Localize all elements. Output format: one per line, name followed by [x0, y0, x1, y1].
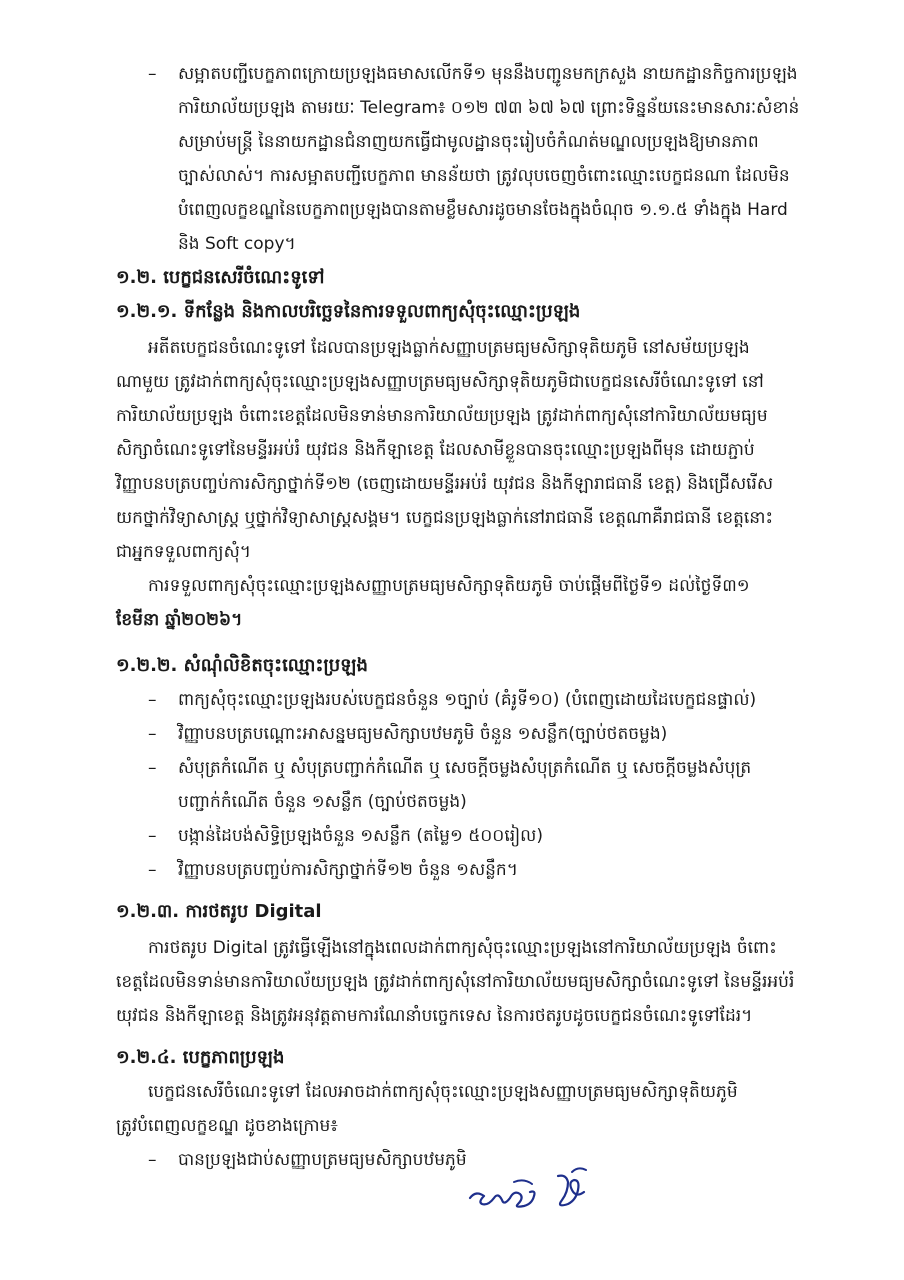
section-heading-1-2-3: ១.២.៣. ការថតរូប Digital [116, 901, 322, 922]
intro-line-1: សម្អាតបញ្ជីបេក្ខភាពក្រោយប្រឡងធមាសលើកទី១ មុននឹងបញ្ជូនមកក្រសួង នាយកដ្ឋានកិច្ចការប្រឡង [178, 64, 798, 84]
para-1-2-1-line-4: សិក្សាចំណេះទូទៅនៃមន្ទីរអប់រំ យុវជន និងកីឡាខេត្ត ដែលសាមីខ្លួនបានចុះឈ្មោះប្រឡងពីមុន ដោយភ្ជាប់ [116, 440, 755, 460]
bullet-dash: – [148, 1150, 157, 1170]
para-1-2-1-line-1: អតីតបេក្ខជនចំណេះទូទៅ ដែលបានប្រឡងធ្លាក់សញ្ញាបត្រមធ្យមសិក្សាទុតិយភូមិ នៅសម័យប្រឡង [148, 338, 750, 358]
para-1-2-3-line-3: យុវជន និងកីឡាខេត្ត និងត្រូវអនុវត្តតាមការណែនាំបច្ចេកទេស នៃការថតរូបដូចបេក្ខជនចំណេះទូទៅដែរ។ [116, 1006, 753, 1026]
para-1-2-3-line-2: ខេត្តដែលមិនទាន់មានការិយាល័យប្រឡង ត្រូវដាក់ពាក្យសុំនៅការិយាល័យមធ្យមសិក្សាចំណេះទូទៅ នៃមន្ទីរអប់រំ [116, 972, 795, 992]
para-1-2-3-line-1: ការថតរូប Digital ត្រូវធ្វើឡើងនៅក្នុងពេលដាក់ពាក្យសុំចុះឈ្មោះប្រឡងនៅការិយាល័យប្រឡង ចំពោះ [148, 938, 777, 958]
list-item: វិញ្ញាបនបត្របណ្តោះអាសន្នមធ្យមសិក្សាបឋមភូមិ ចំនួន ១សន្លឹក(ច្បាប់ថតចម្លង) [178, 724, 668, 744]
handwritten-signature [462, 1162, 612, 1222]
para-1-2-1-line-7: ជាអ្នកទទួលពាក្យសុំ។ [116, 542, 251, 562]
list-item: ពាក្យសុំចុះឈ្មោះប្រឡងរបស់បេក្ខជនចំនួន ១ច្បាប់ (គំរូទី១០) (បំពេញដោយដៃបេក្ខជនផ្ទាល់) [178, 690, 757, 710]
intro-line-4: ច្បាស់លាស់។ ការសម្អាតបញ្ជីបេក្ខភាព មានន័យថា ត្រូវលុបចេញចំពោះឈ្មោះបេក្ខជនណា ដែលមិន [178, 166, 790, 186]
bullet-dash: – [148, 690, 157, 710]
para-1-2-4-line-2: ត្រូវបំពេញលក្ខខណ្ឌ ដូចខាងក្រោម៖ [116, 1116, 338, 1136]
para-1-2-4-line-1: បេក្ខជនសេរីចំណេះទូទៅ ដែលអាចដាក់ពាក្យសុំចុះឈ្មោះប្រឡងសញ្ញាបត្រមធ្យមសិក្សាទុតិយភូមិ [148, 1082, 738, 1102]
para-1-2-1-line-6: យកថ្នាក់វិទ្យាសាស្ត្រ ឬថ្នាក់វិទ្យាសាស្ត្រសង្គម។ បេក្ខជនប្រឡងធ្លាក់នៅរាជធានី ខេត្តណាគឺរាជធានី ខេត្តនោះ [116, 508, 773, 528]
para-1-2-1-dates-line-2: ខែមីនា ឆ្នាំ២០២៦។ [116, 610, 243, 630]
list-item: បានប្រឡងជាប់សញ្ញាបត្រមធ្យមសិក្សាបឋមភូមិ [178, 1150, 467, 1170]
list-item: វិញ្ញាបនបត្របញ្ចប់ការសិក្សាថ្នាក់ទី១២ ចំនួន ១សន្លឹក។ [178, 860, 518, 880]
section-heading-1-2-2: ១.២.២. សំណុំលិខិតចុះឈ្មោះប្រឡង [116, 655, 368, 676]
bullet-dash: – [148, 860, 157, 880]
section-heading-1-2-1: ១.២.១. ទីកន្លែង និងកាលបរិច្ឆេទនៃការទទួលពាក្យសុំចុះឈ្មោះប្រឡង [116, 301, 581, 322]
bullet-dash: – [148, 826, 157, 846]
bullet-dash: – [148, 758, 157, 778]
section-heading-1-2-4: ១.២.៤. បេក្ខភាពប្រឡង [116, 1047, 285, 1068]
intro-line-2: ការិយាល័យប្រឡង តាមរយៈ Telegram៖ ០១២ ៧៣ ៦៧ ៦៧ ព្រោះទិន្នន័យនេះមានសារៈសំខាន់ [178, 98, 800, 118]
bullet-dash: – [148, 64, 157, 84]
para-1-2-1-line-5: វិញ្ញាបនបត្របញ្ចប់ការសិក្សាថ្នាក់ទី១២ (ចេញដោយមន្ទីរអប់រំ យុវជន និងកីឡារាជធានី ខេត្ត) និងជ្រើសរើស [116, 474, 774, 494]
intro-line-5: បំពេញលក្ខខណ្ឌនៃបេក្ខភាពប្រឡងបានតាមខ្លឹមសារដូចមានចែងក្នុងចំណុច ១.១.៥ ទាំងក្នុង Hard [178, 200, 788, 220]
bullet-dash: – [148, 724, 157, 744]
intro-line-3: សម្រាប់មន្ត្រី នៃនាយកដ្ឋានជំនាញយកធ្វើជាមូលដ្ឋានចុះរៀបចំកំណត់មណ្ឌលប្រឡងឱ្យមានភាព [178, 132, 759, 152]
list-item: សំបុត្រកំណើត ឬ សំបុត្របញ្ជាក់កំណើត ឬ សេចក្តីចម្លងសំបុត្រកំណើត ឬ សេចក្តីចម្លងសំបុត្រ [178, 758, 752, 778]
list-item-continuation: បញ្ជាក់កំណើត ចំនួន ១សន្លឹក (ច្បាប់ថតចម្លង) [178, 792, 467, 812]
list-item: បង្កាន់ដៃបង់សិទ្ធិប្រឡងចំនួន ១សន្លឹក (តម្លៃ១ ៥០០រៀល) [178, 826, 543, 846]
para-1-2-1-line-3: ការិយាល័យប្រឡង ចំពោះខេត្តដែលមិនទាន់មានការិយាល័យប្រឡង ត្រូវដាក់ពាក្យសុំនៅការិយាល័យមធ្យម [116, 406, 768, 426]
para-1-2-1-dates-line-1: ការទទួលពាក្យសុំចុះឈ្មោះប្រឡងសញ្ញាបត្រមធ្យមសិក្សាទុតិយភូមិ ចាប់ផ្តើមពីថ្ងៃទី១ ដល់ថ្ងៃទី៣១ [148, 576, 750, 596]
intro-line-6: និង Soft copy។ [178, 234, 296, 254]
section-heading-1-2: ១.២. បេក្ខជនសេរីចំណេះទូទៅ [116, 267, 325, 288]
para-1-2-1-line-2: ណាមួយ ត្រូវដាក់ពាក្យសុំចុះឈ្មោះប្រឡងសញ្ញាបត្រមធ្យមសិក្សាទុតិយភូមិជាបេក្ខជនសេរីចំណេះទូទៅ នៅ [116, 372, 764, 392]
